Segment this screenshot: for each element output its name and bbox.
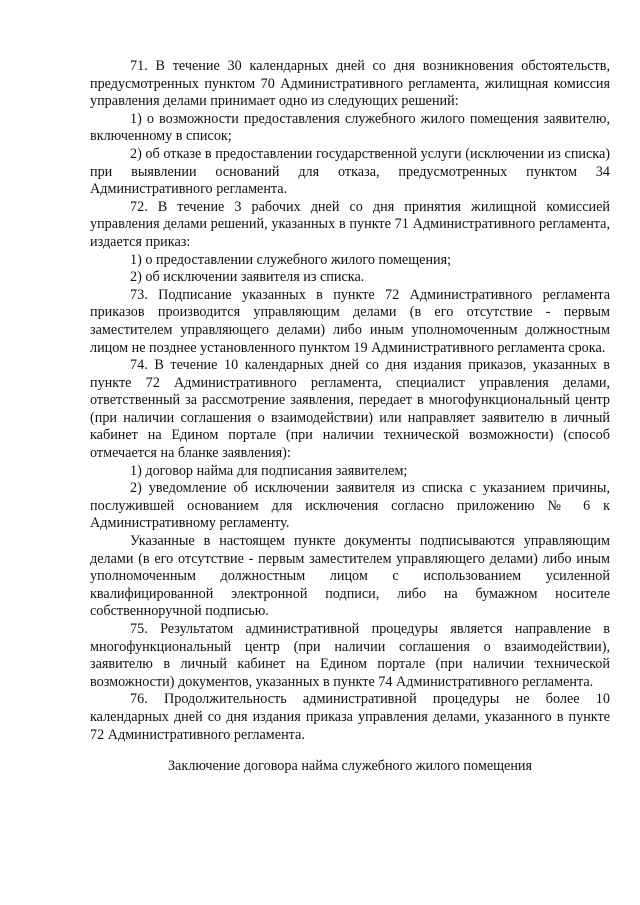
- paragraph-73: 73. Подписание указанных в пункте 72 Административного регламента приказов производится управляющим делами (в его отсутствие - первым заместителем управляющего делами) либо иным уполномоченным должностным лицом не позднее установленного пунктом 19 Административного регламента срока.: [90, 286, 610, 356]
- paragraph-72: 72. В течение 3 рабочих дней со дня принятия жилищной комиссией управления делами решений, указанных в пункте 71 Административного регламента, издается приказ:: [90, 198, 610, 250]
- section-heading: Заключение договора найма служебного жилого помещения: [167, 758, 533, 775]
- list-item-71-2: 2) об отказе в предоставлении государственной услуги (исключении из списка) при выявлении оснований для отказа, предусмотренных пунктом 34 Административного регламента.: [90, 145, 610, 198]
- document-page: [90, 58, 610, 776]
- paragraph-74-signing: Указанные в настоящем пункте документы подписываются управляющим делами (в его отсутствие - первым заместителем управляющего делами) либо иным уполномоченным должностным лицом с использованием усиленной квалифицированной электронной подписи, либо на бумажном носителе собственноручной подписью.: [90, 533, 610, 620]
- paragraph-75: 75. Результатом административной процедуры является направление в многофункциональный центр (при наличии соглашения о взаимодействии), заявителю в личный кабинет на Едином портале (при наличии технической возможности) документов, указанных в пункте 74 Административного регламента.: [90, 621, 610, 690]
- paragraph-76: 76. Продолжительность административной процедуры не более 10 календарных дней со дня издания приказа управления делами, указанного в пункте 72 Административного регламента.: [90, 691, 610, 743]
- list-item-72-2: 2) об исключении заявителя из списка.: [130, 269, 365, 286]
- list-item-72-1: 1) о предоставлении служебного жилого помещения;: [130, 251, 452, 268]
- list-item-74-1: 1) договор найма для подписания заявителем;: [130, 462, 408, 479]
- paragraph-74: 74. В течение 10 календарных дней со дня издания приказов, указанных в пункте 72 Административного регламента, специалист управления делами, ответственный за рассмотрение заявления, передает в многофункциональный центр (при наличии соглашения о взаимодействии) или направляет заявителю в личный кабинет на Едином портале (при наличии технической возможности) (способ отмечается на бланке заявления):: [90, 357, 610, 462]
- paragraph-71: 71. В течение 30 календарных дней со дня возникновения обстоятельств, предусмотренных пунктом 70 Административного регламента, жилищная комиссия управления делами принимает одно из следующих решений:: [90, 58, 610, 110]
- list-item-71-1: 1) о возможности предоставления служебного жилого помещения заявителю, включенному в список;: [90, 110, 610, 145]
- list-item-74-2: 2) уведомление об исключении заявителя из списка с указанием причины, послужившей основанием для исключения согласно приложению № 6 к Административному регламенту.: [90, 480, 610, 532]
